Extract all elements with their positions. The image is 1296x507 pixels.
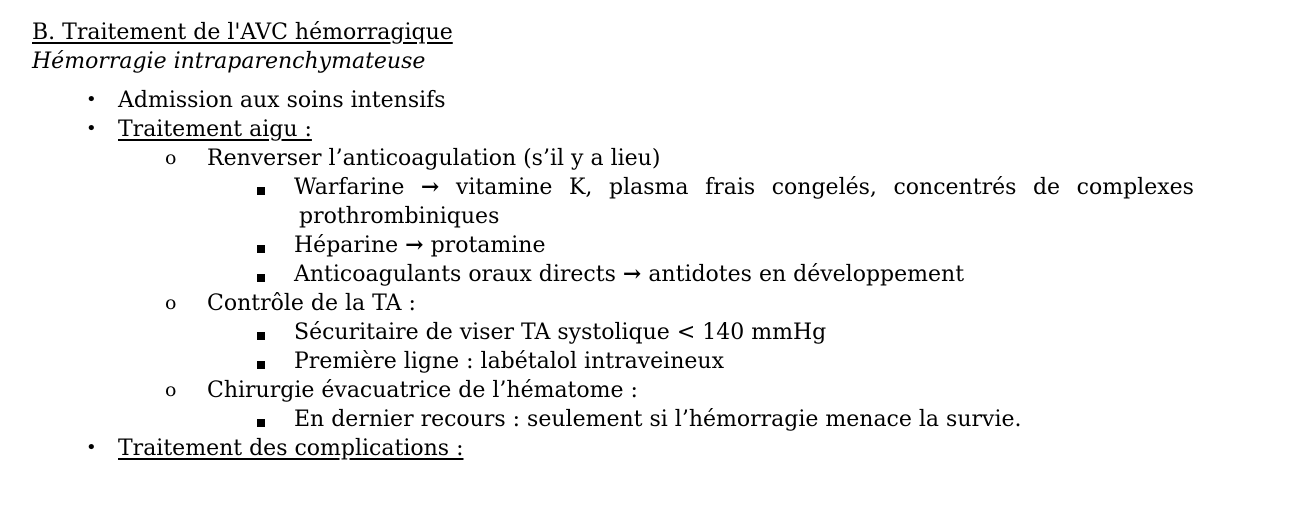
point-warfarine-word: concentrés [893, 175, 1017, 200]
square-bullet-icon [257, 274, 265, 282]
subitem-chirurgie: Chirurgie évacuatrice de l’hématome : [207, 378, 638, 403]
point-warfarine-word: K, [568, 175, 593, 200]
section-subheading: Hémorragie intraparenchymateuse [32, 49, 426, 74]
list-item-admission: Admission aux soins intensifs [118, 88, 446, 113]
sub-bullet-icon: o [165, 147, 177, 169]
subitem-renverser-anticoagulation: Renverser l’anticoagulation (s’il y a lieu) [207, 146, 661, 171]
bullet-icon: • [86, 89, 97, 110]
point-warfarine-word: plasma [608, 175, 689, 200]
point-warfarine-word: vitamine [455, 175, 553, 200]
point-warfarine [294, 173, 1194, 202]
square-bullet-icon [257, 419, 265, 427]
bullet-icon: • [86, 118, 97, 139]
point-warfarine-drug: Warfarine [294, 175, 405, 200]
right-arrow-icon: → [405, 232, 424, 258]
point-warfarine-word: de [1032, 175, 1061, 200]
square-bullet-icon [257, 245, 265, 253]
square-bullet-icon [257, 361, 265, 369]
point-dernier-recours: En dernier recours : seulement si l’hémorragie menace la survie. [294, 407, 1022, 432]
sub-bullet-icon: o [165, 292, 177, 314]
point-warfarine-continuation: prothrombiniques [299, 204, 500, 229]
point-aod [294, 260, 964, 289]
section-heading: B. Traitement de l'AVC hémorragique [32, 20, 453, 45]
point-warfarine-word: complexes [1076, 175, 1194, 200]
subitem-controle-ta: Contrôle de la TA : [207, 291, 416, 316]
sub-bullet-icon: o [165, 379, 177, 401]
point-premiere-ligne: Première ligne : labétalol intraveineux [294, 349, 724, 374]
list-item-traitement-complications: Traitement des complications : [118, 436, 464, 461]
point-securitaire: Sécuritaire de viser TA systolique < 140 mmHg [294, 320, 827, 345]
point-aod-antidote: antidotes en développement [648, 262, 965, 287]
point-aod-drug: Anticoagulants oraux directs [294, 262, 616, 287]
list-item-traitement-aigu: Traitement aigu : [118, 117, 312, 142]
point-heparine-drug: Héparine [294, 233, 399, 258]
square-bullet-icon [257, 187, 265, 195]
right-arrow-icon: → [420, 174, 440, 200]
point-warfarine-word: congelés, [771, 175, 877, 200]
bullet-icon: • [86, 437, 97, 458]
point-heparine [294, 231, 545, 260]
right-arrow-icon: → [622, 261, 642, 287]
square-bullet-icon [257, 332, 265, 340]
point-heparine-antidote: protamine [430, 233, 546, 258]
point-warfarine-word: frais [705, 175, 756, 200]
